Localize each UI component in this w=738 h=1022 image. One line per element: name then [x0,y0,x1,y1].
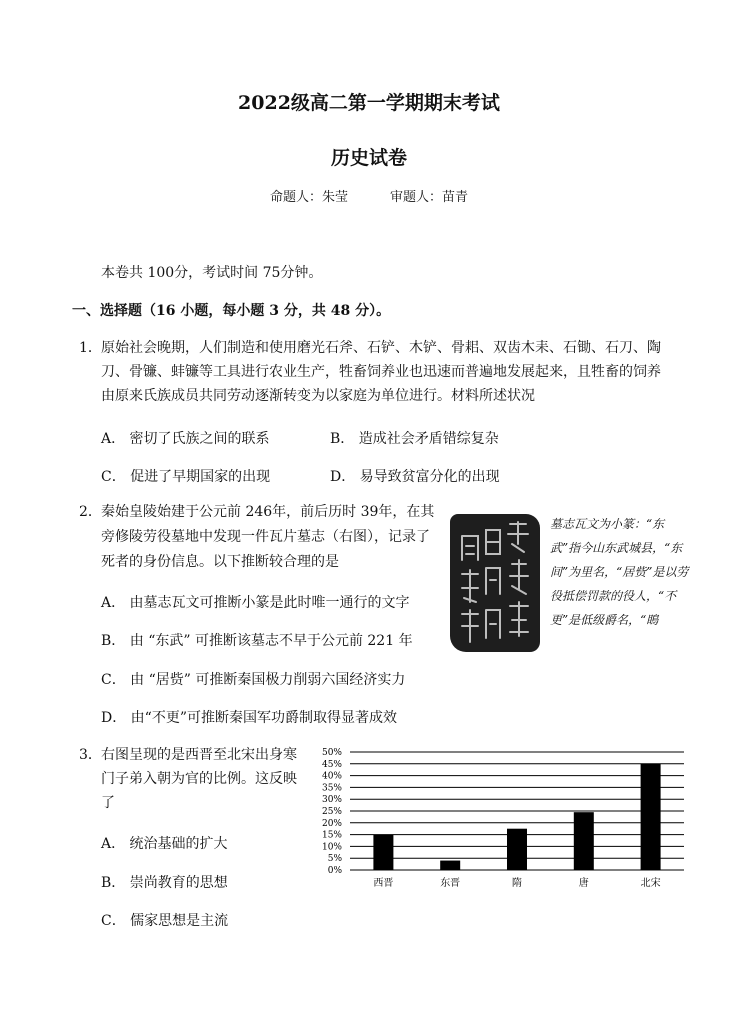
y-tick-label: 20% [321,818,342,829]
bar-3 [574,812,594,870]
q2-line-1: 秦始皇陵始建于公元前 246年，前后历时 39年，在其 [101,504,435,520]
official-ratio-bar-chart [306,744,694,894]
q3-option-b: B． 崇尚教育的思想 [101,875,228,891]
setter-name: 命题人：朱莹 [269,190,348,205]
q3-option-c: C． 儒家思想是主流 [101,913,229,929]
q2-option-d: D． 由“不更”可推断秦国军功爵制取得显著成效 [101,710,397,726]
y-tick-label: 30% [321,795,342,806]
q3-number: 3． [79,747,102,763]
y-tick-label: 50% [321,748,342,758]
page-subtitle: 历史试卷 [330,147,407,169]
q1-line-1: 原始社会晚期，人们制造和使用磨光石斧、石铲、木铲、骨耜、双齿木耒、石锄、石刀、陶 [101,340,661,356]
q1-option-a: A． 密切了氏族之间的联系 [101,431,270,447]
q2-number: 2． [79,504,102,520]
authors-line [0,186,738,205]
q1-option-b: B． 造成社会矛盾错综复杂 [330,431,499,447]
x-tick-label: 唐 [578,878,589,889]
q2-option-b: B． 由 “东武” 可推断该墓志不早于公元前 221 年 [101,633,413,649]
y-tick-label: 25% [321,807,342,817]
q1-line-2: 刀、骨镰、蚌镰等工具进行农业生产，牲畜饲养业也迅速而普遍地发展起来，且牲畜的饲养 [101,364,661,380]
tile-inscription-note: 墓志瓦文为小篆：“东武”指今山东武城县，“东间”为里名，“居赀”是以劳役抵偿罚款的役人，“不更”是低级爵名，“瞗 [550,517,689,627]
q1-option-d: D． 易导致贫富分化的出现 [330,469,500,485]
q1-number: 1． [79,340,102,356]
x-tick-label: 北宋 [640,878,661,889]
q2-line-3: 死者的身份信息。以下推断较合理的是 [101,554,339,570]
y-tick-label: 10% [321,842,342,853]
y-tick-label: 0% [327,866,342,876]
tile-inscription-image [450,514,540,652]
q3-line-1: 右图呈现的是西晋至北宋出身寒 [101,747,297,763]
y-tick-label: 35% [321,783,342,794]
x-tick-label: 隋 [512,878,522,889]
q2-option-a: A． 由墓志瓦文可推断小篆是此时唯一通行的文字 [101,595,410,611]
section-heading: 一、选择题（16 小题，每小题 3 分，共 48 分）。 [72,303,391,319]
y-tick-label: 5% [327,854,342,865]
bar-chart-svg [306,744,694,894]
q1-line-3: 由原来氏族成员共同劳动逐渐转变为以家庭为单位进行。材料所述状况 [101,388,535,404]
bar-0 [373,835,393,870]
q3-line-3: 了 [101,795,115,811]
bar-1 [440,861,460,870]
q3-option-a: A． 统治基础的扩大 [101,836,228,852]
q1-option-c: C． 促进了早期国家的出现 [101,469,271,485]
bar-4 [641,764,661,870]
q3-line-2: 门子弟入朝为官的比例。这反映 [101,771,297,787]
bar-2 [507,829,527,870]
q2-line-2: 旁修陵劳役墓地中发现一件瓦片墓志（右图），记录了 [101,529,430,545]
x-tick-label: 西晋 [373,878,394,889]
y-tick-label: 40% [321,771,342,782]
y-tick-label: 45% [321,759,342,770]
page-title: 2022级高二第一学期期末考试 [238,92,500,114]
x-tick-label: 东晋 [440,878,461,889]
reviewer-name: 审题人：苗青 [390,190,469,205]
q2-option-c: C． 由 “居赀” 可推断秦国极力削弱六国经济实力 [101,672,406,688]
y-tick-label: 15% [321,830,342,841]
intro-text: 本卷共 100分，考试时间 75分钟。 [101,265,323,281]
